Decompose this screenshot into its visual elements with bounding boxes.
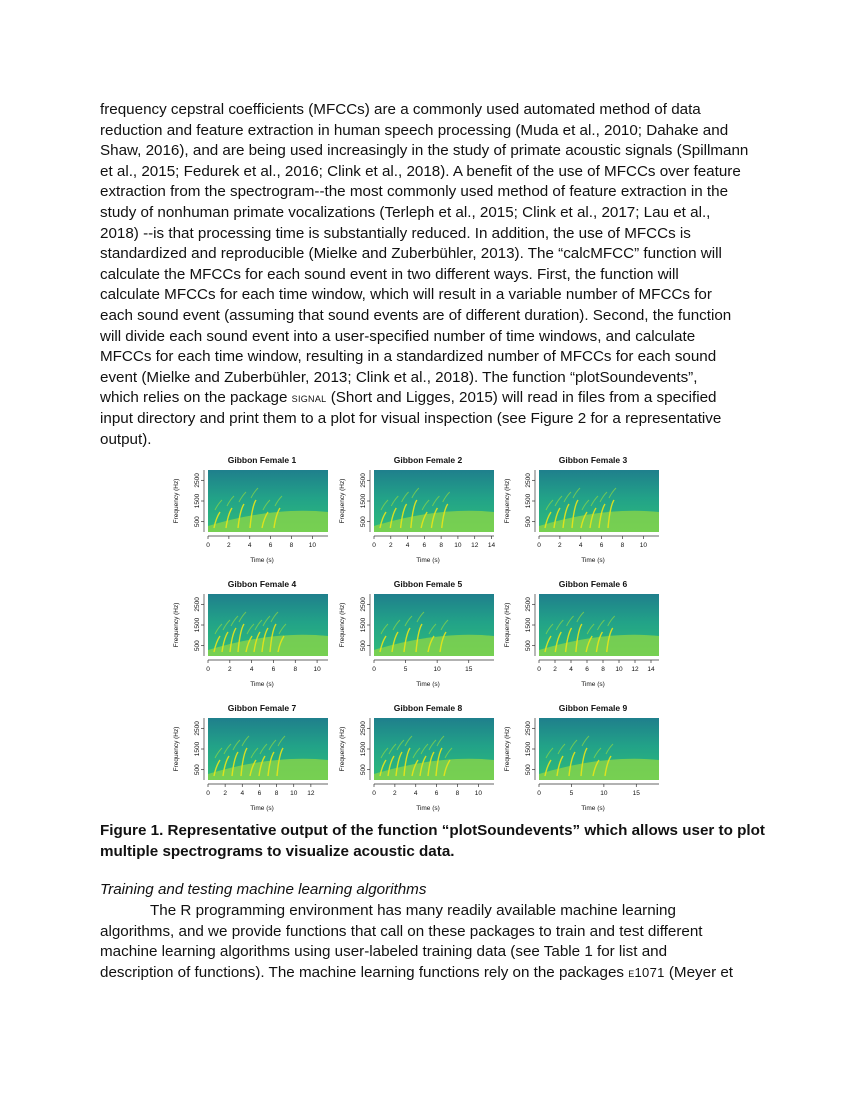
y-axis-label: Frequency (Hz)	[173, 602, 180, 648]
x-axis-label: Time (s)	[416, 681, 440, 688]
y-tick-label: 2500	[525, 597, 532, 612]
y-axis-label: Frequency (Hz)	[339, 602, 346, 648]
figure-caption	[100, 820, 765, 862]
x-tick-label: 0	[206, 790, 210, 797]
y-tick-label: 500	[525, 516, 532, 528]
spectrogram-chart	[499, 450, 669, 566]
y-axis-label: Frequency (Hz)	[173, 478, 180, 524]
text-run: (Short and Ligges, 2015) will read in files from a specified	[326, 389, 717, 407]
x-tick-label: 5	[403, 666, 408, 673]
x-tick-label: 4	[240, 790, 245, 797]
text-line: MFCCs for each time window, resulting in a standardized number of MFCCs for each sound	[100, 348, 717, 366]
x-axis-label: Time (s)	[250, 681, 274, 688]
x-tick-label: 12	[307, 790, 315, 797]
x-tick-label: 8	[455, 790, 460, 797]
caption-line: Figure 1. Representative output of the function “plotSoundevents” which allows user to plot	[100, 822, 765, 839]
y-tick-label: 2500	[360, 721, 367, 736]
y-axis-label: Frequency (Hz)	[173, 726, 180, 772]
x-tick-label: 8	[439, 542, 443, 549]
spectrogram-chart	[334, 450, 504, 566]
text-line: event (Mielke and Zuberbühler, 2013; Clink et al., 2018). The function “plotSoundevents”,	[100, 368, 698, 386]
y-axis-label: Frequency (Hz)	[504, 478, 511, 524]
x-tick-label: 4	[249, 666, 254, 673]
x-tick-label: 4	[247, 542, 252, 549]
y-tick-label: 500	[194, 516, 201, 528]
y-tick-label: 1500	[525, 741, 532, 757]
x-tick-label: 15	[632, 790, 640, 797]
x-tick-label: 2	[227, 542, 231, 549]
spectrogram-chart	[168, 450, 338, 566]
panel-title: Gibbon Female 5	[393, 579, 463, 589]
x-tick-label: 0	[372, 542, 376, 549]
x-tick-label: 6	[257, 790, 262, 797]
y-tick-label: 1500	[194, 493, 201, 509]
text-run: description of functions). The machine learning functions rely on the packages	[100, 963, 629, 981]
spectrogram-panel	[168, 450, 338, 566]
text-line: machine learning algorithms using user-labeled training data (see Table 1 for list and	[100, 943, 668, 961]
spectrogram-chart	[168, 698, 338, 814]
y-tick-label: 1500	[194, 741, 201, 757]
y-tick-label: 500	[525, 640, 532, 652]
x-tick-label: 14	[487, 542, 496, 549]
y-tick-label: 1500	[360, 617, 367, 633]
text-line: algorithms, and we provide functions that call on these packages to train and test different	[100, 922, 703, 940]
x-tick-label: 4	[413, 790, 418, 797]
x-tick-label: 4	[578, 542, 583, 549]
x-tick-label: 10	[615, 666, 623, 673]
text-line: calculate MFCCs for each time window, which will result in a variable number of MFCCs for	[100, 286, 712, 304]
y-tick-label: 2500	[525, 473, 532, 488]
spectrogram-panel	[334, 698, 504, 814]
y-tick-label: 500	[525, 764, 532, 776]
y-tick-label: 2500	[360, 597, 367, 612]
y-tick-label: 2500	[525, 721, 532, 736]
text-line: calculate the MFCCs for each sound event in two different ways. First, the function will	[100, 265, 679, 283]
panel-title: Gibbon Female 4	[227, 579, 297, 589]
x-tick-label: 2	[558, 542, 562, 549]
x-tick-label: 0	[537, 542, 541, 549]
spectrogram-panel	[499, 574, 669, 690]
text-line: Shaw, 2016), and are being used increasingly in the study of primate acoustic signals (Spillmann	[100, 142, 749, 160]
spectrogram-panel	[334, 450, 504, 566]
y-tick-label: 2500	[194, 721, 201, 736]
x-tick-label: 6	[268, 542, 273, 549]
y-tick-label: 2500	[360, 473, 367, 488]
y-tick-label: 1500	[525, 493, 532, 509]
panel-title: Gibbon Female 6	[558, 579, 628, 589]
spectrogram-panel	[499, 698, 669, 814]
x-axis-label: Time (s)	[250, 805, 274, 812]
paragraph-mfcc	[100, 100, 750, 450]
text-line: 2018) --is that processing time is substantially reduced. In addition, the use of MFCCs is	[100, 224, 691, 242]
x-tick-label: 5	[569, 790, 574, 797]
x-tick-label: 6	[434, 790, 439, 797]
x-tick-label: 6	[585, 666, 589, 673]
x-axis-label: Time (s)	[416, 557, 440, 564]
x-tick-label: 8	[293, 666, 298, 673]
x-tick-label: 10	[454, 542, 462, 549]
text-line: The R programming environment has many readily available machine learning	[150, 902, 676, 919]
y-tick-label: 500	[194, 640, 201, 652]
x-tick-label: 6	[271, 666, 276, 673]
figure-spectrogram-grid	[168, 450, 688, 818]
text-line: study of nonhuman primate vocalizations (Terleph et al., 2015; Clink et al., 2017; Lau et al.,	[100, 203, 711, 221]
x-tick-label: 10	[600, 790, 608, 797]
x-tick-label: 15	[465, 666, 473, 673]
y-axis-label: Frequency (Hz)	[339, 478, 346, 524]
x-tick-label: 0	[537, 790, 541, 797]
y-tick-label: 500	[360, 640, 367, 652]
x-tick-label: 2	[388, 542, 393, 549]
x-tick-label: 2	[223, 790, 227, 797]
x-tick-label: 10	[433, 666, 441, 673]
x-tick-label: 0	[372, 790, 376, 797]
y-tick-label: 1500	[360, 493, 367, 509]
y-tick-label: 500	[360, 516, 367, 528]
x-tick-label: 0	[206, 666, 210, 673]
x-axis-label: Time (s)	[581, 805, 605, 812]
y-tick-label: 500	[194, 764, 201, 776]
panel-title: Gibbon Female 1	[227, 455, 297, 465]
x-tick-label: 2	[228, 666, 232, 673]
y-tick-label: 1500	[194, 617, 201, 633]
text-line: extraction from the spectrogram--the most commonly used method of feature extraction in the	[100, 183, 729, 201]
x-tick-label: 2	[553, 666, 557, 673]
package-name-signal: signal	[291, 390, 327, 406]
x-tick-label: 2	[393, 790, 397, 797]
y-tick-label: 500	[360, 764, 367, 776]
x-tick-label: 8	[601, 666, 605, 673]
panel-title: Gibbon Female 2	[393, 455, 463, 465]
spectrogram-panel	[334, 574, 504, 690]
x-tick-label: 10	[308, 542, 316, 549]
text-line: input directory and print them to a plot for visual inspection (see Figure 2 for a representative	[100, 409, 722, 427]
text-line: output).	[100, 430, 152, 448]
x-tick-label: 6	[422, 542, 427, 549]
y-axis-label: Frequency (Hz)	[339, 726, 346, 772]
text-line: standardized and reproducible (Mielke and Zuberbühler, 2013). The “calcMFCC” function will	[100, 245, 722, 263]
x-tick-label: 10	[313, 666, 321, 673]
x-tick-label: 0	[372, 666, 376, 673]
text-line: will divide each sound event into a user-specified number of time windows, and calculate	[100, 327, 696, 345]
spectrogram-panel	[499, 450, 669, 566]
x-axis-label: Time (s)	[581, 557, 605, 564]
y-tick-label: 1500	[360, 741, 367, 757]
text-line: each sound event (assuming that sound events are of different duration). Second, the function	[100, 306, 732, 324]
package-name-e1071: e1071	[628, 964, 665, 980]
x-tick-label: 8	[620, 542, 625, 549]
y-axis-label: Frequency (Hz)	[504, 602, 511, 648]
spectrogram-panel	[168, 698, 338, 814]
x-axis-label: Time (s)	[250, 557, 274, 564]
text-line	[100, 388, 750, 409]
x-tick-label: 10	[639, 542, 647, 549]
spectrogram-chart	[499, 698, 669, 814]
x-tick-label: 8	[289, 542, 294, 549]
panel-title: Gibbon Female 9	[558, 703, 628, 713]
spectrogram-chart	[334, 574, 504, 690]
x-tick-label: 10	[290, 790, 298, 797]
x-tick-label: 0	[537, 666, 541, 673]
x-tick-label: 6	[599, 542, 604, 549]
x-tick-label: 4	[405, 542, 410, 549]
text-run: (Meyer et	[664, 963, 734, 981]
text-line: frequency cepstral coefficients (MFCCs) are a commonly used automated method of data	[100, 101, 701, 118]
x-axis-label: Time (s)	[581, 681, 605, 688]
text-line	[100, 963, 750, 984]
x-tick-label: 14	[647, 666, 655, 673]
spectrogram-chart	[168, 574, 338, 690]
panel-title: Gibbon Female 3	[558, 455, 628, 465]
panel-title: Gibbon Female 7	[227, 703, 297, 713]
x-tick-label: 12	[471, 542, 479, 549]
x-tick-label: 12	[631, 666, 639, 673]
y-tick-label: 1500	[525, 617, 532, 633]
x-tick-label: 10	[474, 790, 482, 797]
y-tick-label: 2500	[194, 597, 201, 612]
text-line: reduction and feature extraction in human speech processing (Muda et al., 2010; Dahake and	[100, 121, 729, 139]
x-tick-label: 0	[206, 542, 210, 549]
x-tick-label: 8	[274, 790, 279, 797]
paragraph-ml	[100, 901, 750, 983]
text-run: which relies on the package	[100, 389, 292, 407]
text-line: et al., 2015; Fedurek et al., 2016; Clink et al., 2018). A benefit of the use of MFCCs over feature	[100, 162, 741, 180]
spectrogram-panel	[168, 574, 338, 690]
x-tick-label: 4	[569, 666, 573, 673]
spectrogram-chart	[499, 574, 669, 690]
y-axis-label: Frequency (Hz)	[504, 726, 511, 772]
caption-line: multiple spectrograms to visualize acoustic data.	[100, 843, 455, 860]
x-axis-label: Time (s)	[416, 805, 440, 812]
spectrogram-chart	[334, 698, 504, 814]
panel-title: Gibbon Female 8	[393, 703, 463, 713]
section-heading: Training and testing machine learning algorithms	[100, 881, 427, 898]
y-tick-label: 2500	[194, 473, 201, 488]
